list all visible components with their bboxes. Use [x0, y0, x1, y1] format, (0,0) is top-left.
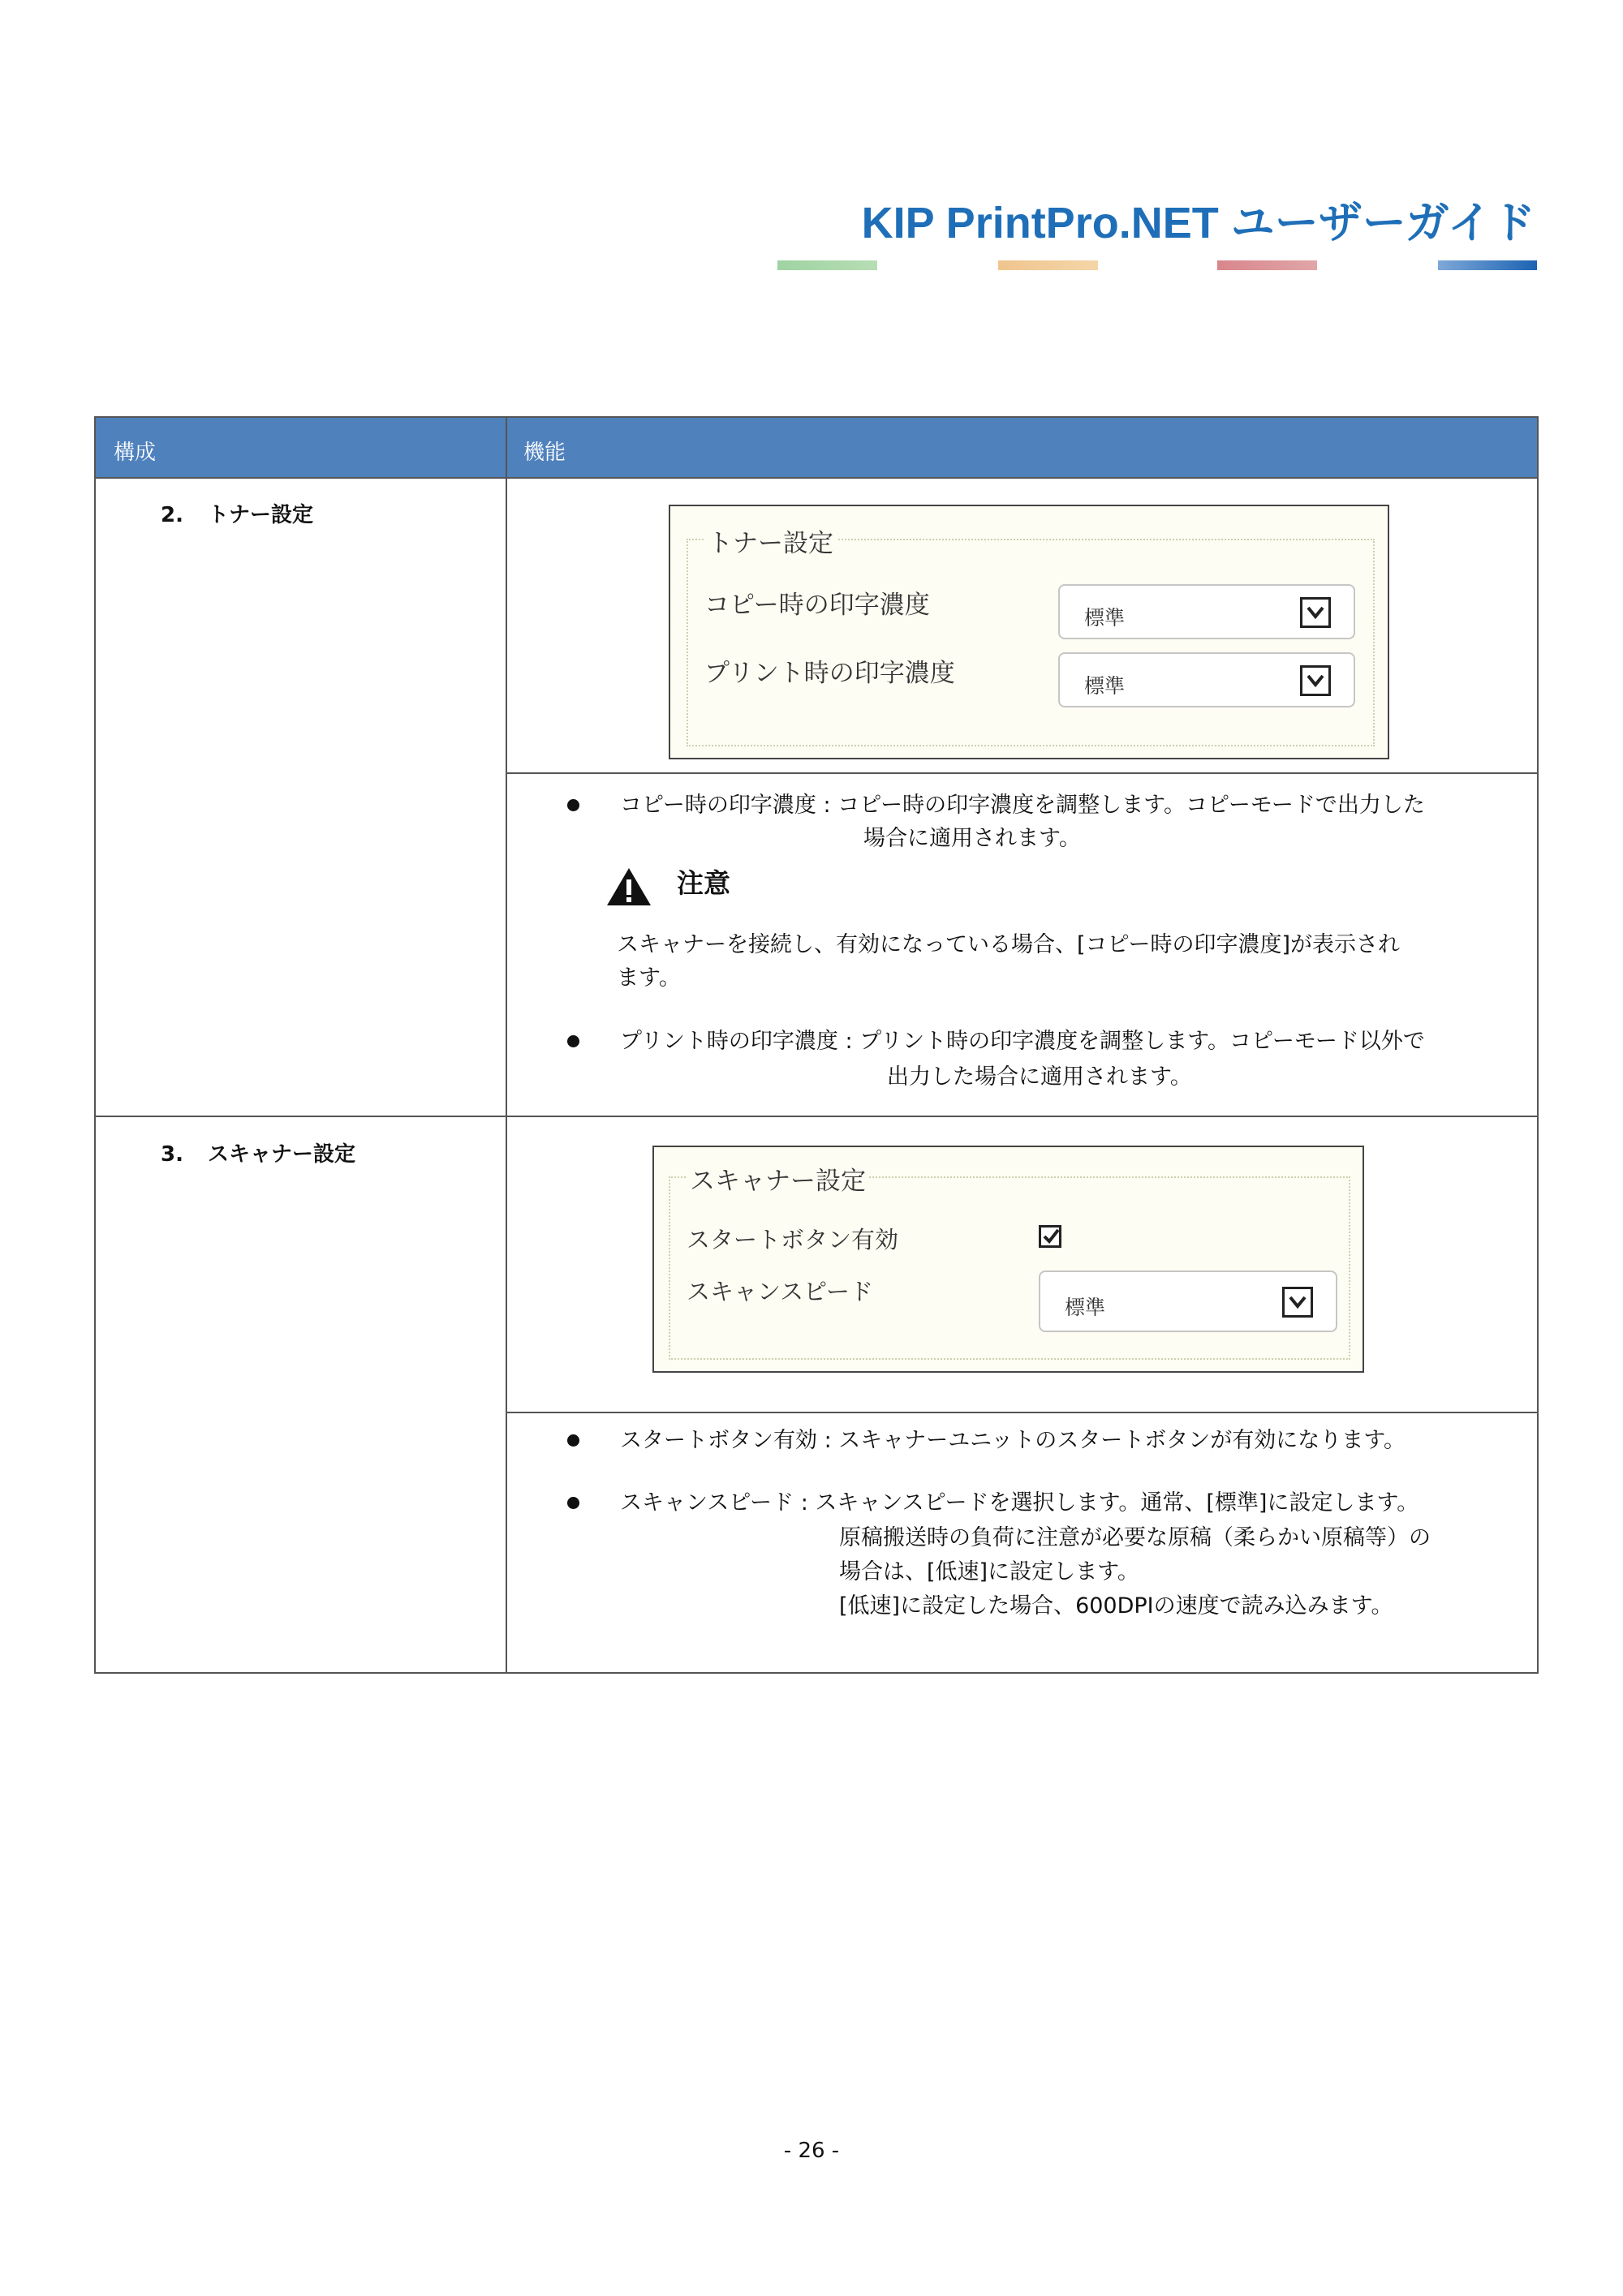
- chevron-down-icon[interactable]: [1300, 597, 1331, 628]
- select-value: 標準: [1084, 606, 1126, 630]
- decor-bar-green: [777, 260, 877, 270]
- section-title: トナー設定: [208, 503, 314, 527]
- select-value: 標準: [1065, 1296, 1106, 1319]
- bullet-icon: [567, 1497, 579, 1509]
- check-icon: [1042, 1228, 1060, 1245]
- start-button-checkbox[interactable]: [1039, 1225, 1061, 1248]
- bullet-icon: [567, 1035, 579, 1047]
- toner-panel-title: トナー設定: [704, 522, 837, 559]
- section-label-toner: [161, 498, 313, 528]
- scan-speed-desc-line4: [低速]に設定した場合、600DPIの速度で読み込みます。: [839, 1593, 1393, 1619]
- start-button-term: スタートボタン有効 : スキャナーユニットのスタートボタンが有効になります。: [620, 1428, 1406, 1453]
- print-density-label: プリント時の印字濃度: [704, 659, 955, 688]
- scan-speed-select[interactable]: [1039, 1271, 1337, 1332]
- row-divider-scanner: [506, 1412, 1537, 1413]
- document-title: KIP PrintPro.NET ユーザーガイド: [861, 199, 1535, 247]
- bullet-icon: [567, 1434, 579, 1447]
- copy-density-select[interactable]: [1058, 584, 1355, 639]
- row-divider-section: [96, 1116, 1537, 1117]
- start-button-label: スタートボタン有効: [687, 1226, 899, 1253]
- toner-settings-panel: [669, 505, 1389, 759]
- section-label-scanner: [161, 1137, 355, 1167]
- col-header-structure: 構成: [114, 441, 157, 465]
- chevron-down-icon[interactable]: [1282, 1287, 1313, 1318]
- scan-speed-desc-line2: 原稿搬送時の負荷に注意が必要な原稿（柔らかい原稿等）の: [839, 1525, 1431, 1550]
- decor-bar-orange: [998, 260, 1098, 270]
- scanner-settings-panel: [652, 1146, 1364, 1373]
- column-divider: [506, 418, 507, 1672]
- row-divider-toner: [506, 772, 1537, 774]
- copy-density-label: コピー時の印字濃度: [704, 591, 930, 620]
- warning-icon: [605, 866, 652, 907]
- toner-fieldset: [687, 539, 1375, 746]
- caution-heading: 注意: [677, 867, 730, 899]
- print-density-term: プリント時の印字濃度 : プリント時の印字濃度を調整します。コピーモード以外で: [620, 1029, 1425, 1054]
- table-header-row: [96, 418, 1537, 479]
- section-title: スキャナー設定: [208, 1142, 356, 1167]
- section-number: 3.: [161, 1142, 183, 1167]
- decor-bar-blue: [1438, 260, 1537, 270]
- print-density-select[interactable]: [1058, 652, 1355, 707]
- page-number: - 26 -: [783, 2139, 840, 2163]
- copy-density-desc: 場合に適用されます。: [863, 826, 1081, 851]
- section-number: 2.: [161, 503, 183, 527]
- scan-speed-term: スキャンスピード : スキャンスピードを選択します。通常、[標準]に設定します。: [620, 1490, 1419, 1516]
- scanner-fieldset: [669, 1176, 1350, 1360]
- scanner-panel-title: スキャナー設定: [687, 1160, 869, 1197]
- copy-density-term: コピー時の印字濃度 : コピー時の印字濃度を調整します。コピーモードで出力した: [620, 793, 1425, 818]
- scan-speed-label: スキャンスピード: [687, 1278, 873, 1305]
- scan-speed-desc-line3: 場合は、[低速]に設定します。: [839, 1559, 1139, 1584]
- bullet-icon: [567, 799, 579, 811]
- caution-text-line2: ます。: [617, 965, 681, 991]
- select-value: 標準: [1084, 674, 1126, 698]
- chevron-down-icon[interactable]: [1300, 665, 1331, 696]
- col-header-function: 機能: [523, 441, 566, 465]
- decor-bar-red: [1217, 260, 1317, 270]
- print-density-desc: 出力した場合に適用されます。: [887, 1064, 1192, 1090]
- caution-text-line1: スキャナーを接続し、有効になっている場合、[コピー時の印字濃度]が表示され: [617, 932, 1400, 957]
